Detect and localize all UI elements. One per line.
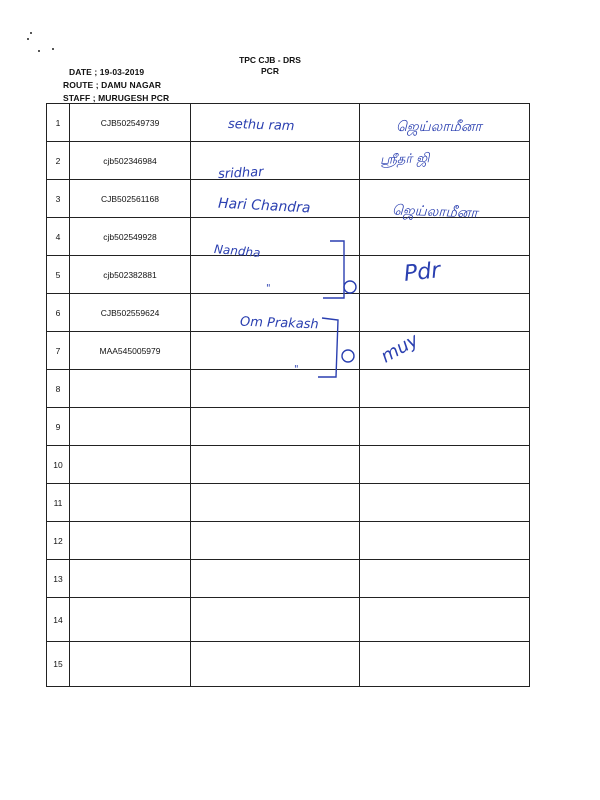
bracket-rows-4-5 bbox=[323, 241, 344, 298]
circled-mark-7 bbox=[342, 350, 354, 362]
staff-field: STAFF ; MURUGESH PCR bbox=[63, 93, 170, 103]
circled-mark-5 bbox=[344, 281, 356, 293]
route-field: ROUTE ; DAMU NAGAR bbox=[63, 80, 162, 90]
row-number: 2 bbox=[47, 142, 70, 180]
row-number: 9 bbox=[47, 408, 70, 446]
receiver-name-6: Om Prakash bbox=[239, 314, 319, 333]
row-number: 12 bbox=[47, 522, 70, 560]
row-number: 13 bbox=[47, 560, 70, 598]
receiver-name-4: Nandha bbox=[213, 241, 262, 261]
signature-3: ஜெய்லாமீனா bbox=[391, 202, 479, 222]
row-number: 14 bbox=[47, 598, 70, 642]
consignment-number: CJB502559624 bbox=[70, 294, 191, 332]
ditto-mark-5: " bbox=[266, 283, 271, 294]
date-field: DATE ; 19-03-2019 bbox=[69, 67, 145, 77]
row-number: 15 bbox=[47, 642, 70, 687]
title-line-2: PCR bbox=[261, 66, 279, 76]
row-number: 8 bbox=[47, 370, 70, 408]
row-number: 11 bbox=[47, 484, 70, 522]
signature-5: Pdr bbox=[402, 258, 442, 287]
consignment-number: cjb502549928 bbox=[70, 218, 191, 256]
row-number: 5 bbox=[47, 256, 70, 294]
signature-1: ஜெய்லாமீனா bbox=[396, 119, 482, 135]
row-number: 1 bbox=[47, 104, 70, 142]
consignment-number: cjb502382881 bbox=[70, 256, 191, 294]
row-number: 4 bbox=[47, 218, 70, 256]
row-number: 6 bbox=[47, 294, 70, 332]
row-number: 3 bbox=[47, 180, 70, 218]
consignment-number: CJB502561168 bbox=[70, 180, 191, 218]
ditto-mark-7: " bbox=[294, 364, 299, 375]
receiver-name-1: sethu ram bbox=[227, 116, 295, 135]
signature-2: ஸ்ரீதர் ஜி bbox=[379, 151, 430, 168]
consignment-number: cjb502346984 bbox=[70, 142, 191, 180]
signature-7: muy bbox=[377, 329, 423, 368]
consignment-number: CJB502549739 bbox=[70, 104, 191, 142]
bracket-rows-6-7 bbox=[318, 318, 338, 377]
row-number: 10 bbox=[47, 446, 70, 484]
row-number: 7 bbox=[47, 332, 70, 370]
receiver-name-3: Hari Chandra bbox=[217, 195, 311, 217]
receiver-name-2: sridhar bbox=[217, 164, 264, 183]
title-line-1: TPC CJB - DRS bbox=[239, 55, 301, 65]
consignment-number: MAA545005979 bbox=[70, 332, 191, 370]
